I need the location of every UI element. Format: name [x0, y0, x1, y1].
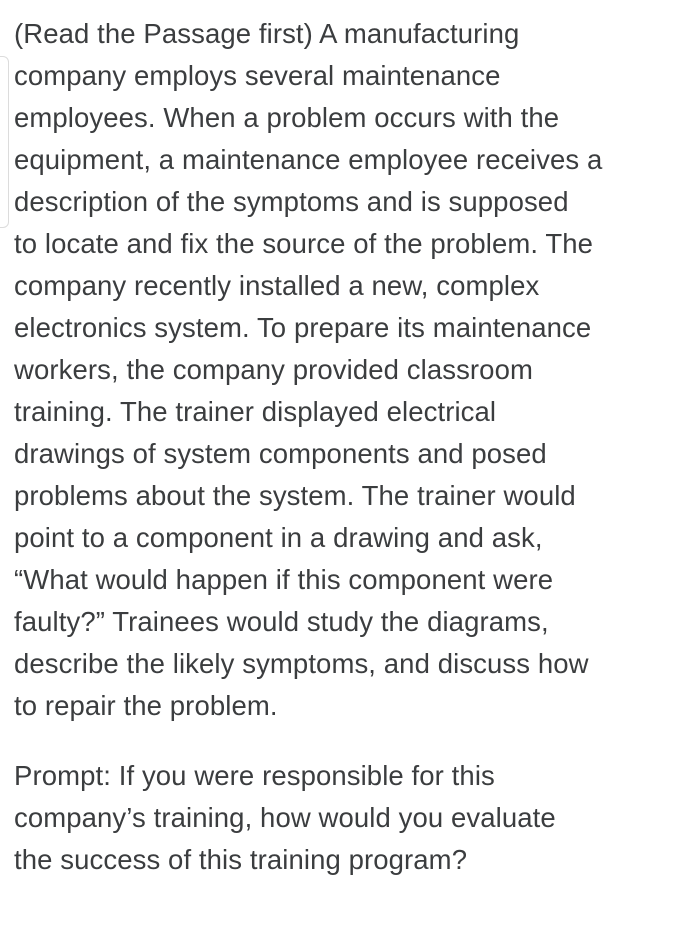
text-line: problems about the system. The trainer would — [14, 480, 576, 511]
prompt-paragraph — [14, 755, 556, 881]
text-line: equipment, a maintenance employee receives a — [14, 144, 603, 175]
text-line: faulty?” Trainees would study the diagrams, — [14, 606, 549, 637]
text-line: the success of this training program? — [14, 844, 468, 875]
passage-paragraph — [14, 13, 602, 727]
text-line: electronics system. To prepare its maintenance — [14, 312, 592, 343]
text-line: workers, the company provided classroom — [14, 354, 533, 385]
text-line: point to a component in a drawing and ask, — [14, 522, 543, 553]
text-line: training. The trainer displayed electrical — [14, 396, 497, 427]
text-line: to locate and fix the source of the problem. The — [14, 228, 594, 259]
text-line: company’s training, how would you evaluate — [14, 802, 556, 833]
text-line: Prompt: If you were responsible for this — [14, 760, 495, 791]
text-line: company employs several maintenance — [14, 60, 501, 91]
text-line: company recently installed a new, complex — [14, 270, 540, 301]
text-line: describe the likely symptoms, and discuss how — [14, 648, 589, 679]
text-line: description of the symptoms and is supposed — [14, 186, 569, 217]
text-line: (Read the Passage first) A manufacturing — [14, 18, 520, 49]
text-line: “What would happen if this component were — [14, 564, 554, 595]
text-line: employees. When a problem occurs with the — [14, 102, 560, 133]
text-line: drawings of system components and posed — [14, 438, 547, 469]
text-line: to repair the problem. — [14, 690, 278, 721]
side-panel-edge — [0, 56, 9, 228]
